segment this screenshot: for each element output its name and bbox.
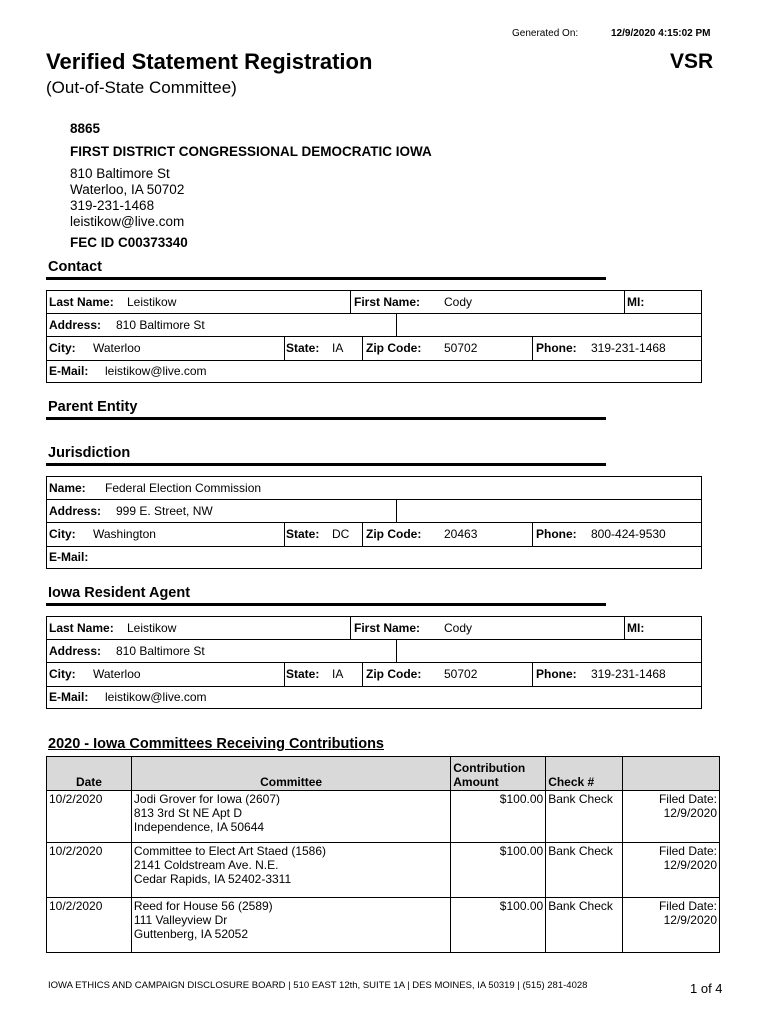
contact-first-name: Cody	[444, 295, 473, 309]
row-committee	[131, 843, 450, 898]
row-committee-name: Committee to Elect Art Staed (1586)	[133, 844, 327, 858]
section-rule	[46, 277, 606, 280]
row-committee-name: Jodi Grover for Iowa (2607)	[133, 792, 280, 806]
address-label: Address:	[49, 644, 102, 658]
zip-label: Zip Code:	[366, 667, 422, 681]
agent-box	[46, 616, 702, 709]
row-amount: $100.00	[451, 791, 546, 843]
section-rule	[46, 603, 606, 606]
col-committee-header: Committee	[131, 757, 450, 791]
state-label: State:	[286, 667, 320, 681]
col-filed-header	[623, 757, 720, 791]
address-label: Address:	[49, 318, 102, 332]
row-filed	[623, 791, 720, 843]
row-filed-label: Filed Date:	[658, 844, 717, 858]
row-filed-date: 12/9/2020	[663, 913, 717, 927]
jurisdiction-zip: 20463	[444, 527, 478, 541]
last-name-label: Last Name:	[49, 295, 114, 309]
committee-city: Waterloo, IA 50702	[70, 182, 185, 197]
contact-box	[46, 290, 702, 383]
zip-label: Zip Code:	[366, 527, 422, 541]
row-date: 10/2/2020	[47, 843, 132, 898]
committee-id: 8865	[70, 121, 101, 136]
table-row	[47, 843, 720, 898]
row-committee-city: Cedar Rapids, IA 52402-3311	[133, 872, 292, 886]
phone-label: Phone:	[536, 341, 577, 355]
generated-on-value: 12/9/2020 4:15:02 PM	[611, 28, 711, 39]
row-committee	[131, 898, 450, 953]
agent-first-name: Cody	[444, 621, 473, 635]
contact-last-name: Leistikow	[127, 295, 177, 309]
city-label: City:	[49, 341, 76, 355]
page-title: Verified Statement Registration	[46, 49, 373, 74]
mi-label: MI:	[627, 295, 645, 309]
contact-zip: 50702	[444, 341, 478, 355]
jurisdiction-city: Washington	[93, 527, 156, 541]
table-row	[47, 898, 720, 953]
footer-text: IOWA ETHICS AND CAMPAIGN DISCLOSURE BOARD | 510 EAST 12th, SUITE 1A | DES MOINES, IA 50319 | (515) 281-4028	[48, 980, 588, 991]
committee-fec-id: FEC ID C00373340	[70, 235, 188, 250]
row-check: Bank Check	[546, 843, 623, 898]
contact-state: IA	[332, 341, 344, 355]
agent-city: Waterloo	[93, 667, 141, 681]
row-filed	[623, 843, 720, 898]
section-rule	[46, 463, 606, 466]
contact-section-title: Contact	[48, 259, 102, 275]
page-number: 1 of 4	[690, 981, 723, 996]
row-committee-street: 813 3rd St NE Apt D	[133, 806, 242, 820]
agent-state: IA	[332, 667, 344, 681]
row-committee-name: Reed for House 56 (2589)	[133, 899, 273, 913]
col-amount-header-line1: Contribution	[453, 761, 526, 775]
col-amount-header	[451, 757, 546, 791]
first-name-label: First Name:	[354, 621, 421, 635]
generated-on-label: Generated On:	[512, 28, 579, 39]
city-label: City:	[49, 667, 76, 681]
section-rule	[46, 417, 606, 420]
row-committee-street: 2141 Coldstream Ave. N.E.	[133, 858, 279, 872]
jurisdiction-state: DC	[332, 527, 350, 541]
row-amount: $100.00	[451, 898, 546, 953]
first-name-label: First Name:	[354, 295, 421, 309]
row-committee-street: 111 Valleyview Dr	[133, 913, 228, 927]
address-label: Address:	[49, 504, 102, 518]
state-label: State:	[286, 527, 320, 541]
committee-email: leistikow@live.com	[70, 214, 185, 229]
city-label: City:	[49, 527, 76, 541]
agent-email: leistikow@live.com	[105, 690, 207, 704]
page-subtitle: (Out-of-State Committee)	[46, 78, 237, 97]
committee-street: 810 Baltimore St	[70, 166, 170, 181]
contributions-title: 2020 - Iowa Committees Receiving Contributions	[48, 736, 384, 752]
jurisdiction-name: Federal Election Commission	[105, 481, 262, 495]
committee-phone: 319-231-1468	[70, 198, 155, 213]
row-filed-date: 12/9/2020	[663, 858, 717, 872]
mi-label: MI:	[627, 621, 645, 635]
contact-phone: 319-231-1468	[591, 341, 666, 355]
row-committee-city: Guttenberg, IA 52052	[133, 927, 249, 941]
name-label: Name:	[49, 481, 86, 495]
row-amount: $100.00	[451, 843, 546, 898]
col-check-header: Check #	[546, 757, 623, 791]
row-committee-city: Independence, IA 50644	[133, 820, 265, 834]
row-date: 10/2/2020	[47, 791, 132, 843]
row-check: Bank Check	[546, 898, 623, 953]
phone-label: Phone:	[536, 527, 577, 541]
agent-address: 810 Baltimore St	[116, 644, 205, 658]
email-label: E-Mail:	[49, 690, 89, 704]
form-code: VSR	[670, 50, 714, 73]
contact-email: leistikow@live.com	[105, 364, 207, 378]
row-check: Bank Check	[546, 791, 623, 843]
jurisdiction-box	[46, 476, 702, 569]
contributions-table	[46, 756, 720, 953]
row-committee	[131, 791, 450, 843]
row-filed-label: Filed Date:	[658, 792, 717, 806]
last-name-label: Last Name:	[49, 621, 114, 635]
row-date: 10/2/2020	[47, 898, 132, 953]
col-date-header: Date	[47, 757, 132, 791]
zip-label: Zip Code:	[366, 341, 422, 355]
agent-section-title: Iowa Resident Agent	[48, 585, 191, 601]
agent-phone: 319-231-1468	[591, 667, 666, 681]
jurisdiction-phone: 800-424-9530	[591, 527, 666, 541]
state-label: State:	[286, 341, 320, 355]
row-filed	[623, 898, 720, 953]
parent-entity-title: Parent Entity	[48, 399, 138, 415]
jurisdiction-address: 999 E. Street, NW	[116, 504, 213, 518]
agent-last-name: Leistikow	[127, 621, 177, 635]
email-label: E-Mail:	[49, 364, 89, 378]
row-filed-date: 12/9/2020	[663, 806, 717, 820]
table-row	[47, 791, 720, 843]
contact-city: Waterloo	[93, 341, 141, 355]
col-amount-header-line2: Amount	[453, 775, 499, 789]
contact-address: 810 Baltimore St	[116, 318, 205, 332]
email-label: E-Mail:	[49, 550, 89, 564]
jurisdiction-title: Jurisdiction	[48, 445, 131, 461]
agent-zip: 50702	[444, 667, 478, 681]
row-filed-label: Filed Date:	[658, 899, 717, 913]
phone-label: Phone:	[536, 667, 577, 681]
committee-name: FIRST DISTRICT CONGRESSIONAL DEMOCRATIC IOWA	[70, 144, 432, 159]
